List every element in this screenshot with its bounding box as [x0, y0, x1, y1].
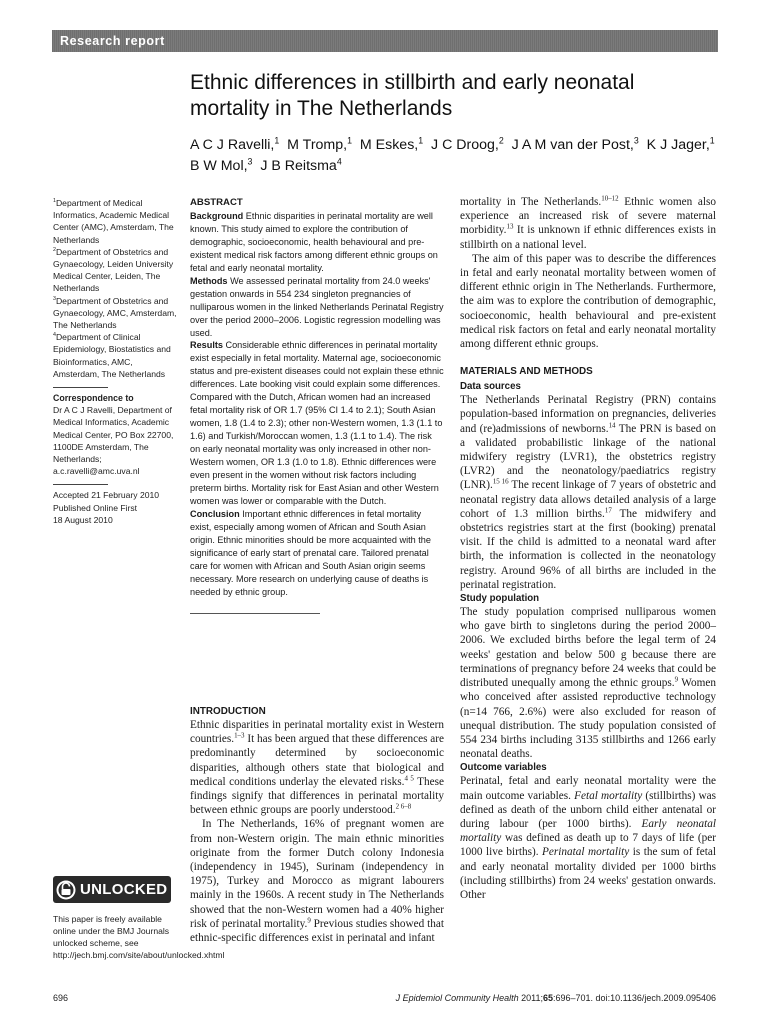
- page-number: 696: [53, 993, 69, 1003]
- subsection-heading: Study population: [460, 593, 540, 605]
- correspondence-heading: Correspondence to: [53, 393, 134, 404]
- abstract: [190, 197, 444, 614]
- author: B W Mol,$^3$: [190, 156, 253, 174]
- affiliation: $^1$Department of Medical Informatics, Academic Medical Center (AMC), Amsterdam, The Netherlands: [53, 198, 174, 245]
- author: J A M van der Post,$^3$: [511, 135, 639, 153]
- right-column: [460, 195, 716, 902]
- abstract-methods: Methods We assessed perinatal mortality from 24.0 weeks' gestation onwards in 554 234 singleton pregnancies of nulliparous women in the linked Netherlands Perinatal Registry over the period 2000–2006. Logistic regression modelling was used.: [190, 275, 444, 338]
- introduction-section: [190, 705, 444, 945]
- section-banner: Research report: [52, 30, 718, 52]
- paragraph: Perinatal, fetal and early neonatal mortality were the main outcome variables. Fetal mortality (stillbirths) was defined as death of the unborn child either antenatal or during labour (per 1000 births). Early neonatal mortality was defined as death up to 7 days of life (per 1000 live births). Perinatal mortality is the sum of fetal and early neonatal mortality divided per 1000 births (including stillbirths) from 24 weeks' gestation onwards. Other: [460, 775, 716, 901]
- sidebar: [53, 197, 178, 526]
- unlocked-note: This paper is freely available online under the BMJ Journals unlocked scheme, see http://jech.bmj.com/site/about/unlocked.xhtml: [53, 914, 225, 960]
- author-list: [190, 135, 718, 177]
- author: A C J Ravelli,$^1$: [190, 135, 280, 153]
- abstract-heading: ABSTRACT: [190, 197, 243, 208]
- author: J C Droog,$^2$: [431, 135, 504, 153]
- divider: [53, 387, 108, 388]
- author: K J Jager,$^1$: [646, 135, 715, 153]
- journal-citation: J Epidemiol Community Health 2011;65:696–701. doi:10.1136/jech.2009.095406: [395, 993, 716, 1003]
- padlock-icon: [56, 880, 76, 900]
- divider: [190, 613, 320, 614]
- article-title: Ethnic differences in stillbirth and early neonatal mortality in The Netherlands: [190, 71, 635, 120]
- paragraph: The Netherlands Perinatal Registry (PRN) contains population-based information on pregnancies, deliveries and (re)admissions of newborns.$^{14}$ The PRN is based on a validated probabilistic linkage of the national midwifery registry (LVR1), the obstetrics registry (LVR2) and the neonatology/paediatrics registry (LNR).$^{15 16}$ The recent linkage of 7 years of obstetric and neonatal registry data allows detailed analysis of a large cohort of 1.3 million births.$^{17}$ The midwifery and obstetrics registries start at the first (booking) prenatal visit. If the child is admitted to a neonatal ward after birth, the information is collected in the neonatology registry. Around 96% of all births are included in the perinatal registration.: [460, 394, 716, 591]
- paragraph: In The Netherlands, 16% of pregnant women are from non-Western origin. The main ethnic minorities originate from the former Dutch colony Indonesia (independency in 1945), Surinam (independency in 1975), Turkey and Morocco as migrant labourers mainly in the 1960s. A recent study in The Netherlands showed that the non-Western women had a 40% higher risk of perinatal mortality.$^9$ Previous studies showed that ethnic-specific differences exist in perinatal and infant: [190, 818, 444, 945]
- author: M Eskes,$^1$: [359, 135, 424, 153]
- paragraph: The aim of this paper was to describe the differences in fetal and early neonatal mortality between women of different ethnic origin in The Netherlands. Furthermore, the aim was to explore the contribution of demographic, socioeconomic, health behavioural and pre-existent medical risk factors on fetal and early neonatal mortality among different ethnic groups.: [460, 252, 716, 351]
- affiliation: $^2$Department of Obstetrics and Gynaecology, Leiden University Medical Center, Leiden, The Netherlands: [53, 246, 174, 294]
- divider: [53, 484, 108, 485]
- section-heading: MATERIALS AND METHODS: [460, 366, 593, 378]
- accepted-date: Accepted 21 February 2010: [53, 490, 160, 501]
- abstract-conclusion: Conclusion Important ethnic differences in fetal mortality exist, especially among women of African and South Asian origin. Ethnic minorities should be more acquainted with the significance of early start of prenatal care. Tailored prenatal care for women with African and South Asian origin seems necessary. More research on underlying cause of deaths is needed by ethnic group.: [190, 508, 431, 597]
- abstract-background: Background Ethnic disparities in perinatal mortality are well known. This study aimed to explore the contribution of demographic, socioeconomic, health behavioural and pre-existent medical risk factors among different ethnic groups on fetal and early neonatal mortality.: [190, 210, 438, 273]
- section-heading: INTRODUCTION: [190, 706, 266, 717]
- abstract-results: Results Considerable ethnic differences in perinatal mortality exist especially in fetal mortality. Maternal age, socioeconomic status and pre-existent diseases could not explain these ethnic differences. Late booking visit could explain some differences. Compared with the Dutch, African women had an increased fetal mortality risk of OR 1.7 (95% CI 1.4 to 2.1); South Asian women, 1.8 (1.4 to 2.3); other non-Western women, 1.3 (1.1 to 1.6) and Turkish/Moroccan women, 1.3 (1.1 to 1.4). The risk on early neonatal mortality was only increased in other non-Western women, OR 1.3 (1.0 to 1.8). Ethnic differences were even present in the women without risk factors including preterm births. Mortality risk for East Asian and other Western women was lower or comparable with the Dutch.: [190, 340, 444, 506]
- published-label: Published Online First: [53, 502, 138, 513]
- unlocked-label: UNLOCKED: [80, 881, 168, 898]
- author: J B Reitsma$^4$: [260, 156, 342, 174]
- correspondence-text: Dr A C J Ravelli, Department of Medical Informatics, Academic Medical Center, PO Box 22700, 1100DE Amsterdam, The Netherlands; a.c.ravelli@amc.uva.nl: [53, 405, 174, 477]
- paragraph: mortality in The Netherlands.$^{10-12}$ Ethnic women also experience an increased risk of severe maternal morbidity.$^{13}$ It is unknown if ethnic differences exists in stillbirth on a national level.: [460, 194, 717, 251]
- paragraph: The study population comprised nulliparous women who gave birth to singletons during the period 2000–2006. We excluded births before the legal term of 24 weeks' gestation and below 500 g because there are terminations of pregnancy before 24 weeks that could be distributed unequally among the ethnic groups.$^9$ Women who conceived after assisted reproductive technology (n=14 766, 2.6%) were also excluded for reason of unequal distribution. The study population consisted of 554 234 births including 3135 stillbirths and 1266 early neonatal deaths.: [460, 606, 716, 761]
- article-dates: [53, 489, 178, 526]
- affiliation: $^3$Department of Obstetrics and Gynaecology, AMC, Amsterdam, The Netherlands: [53, 295, 177, 331]
- published-date: 18 August 2010: [53, 514, 113, 525]
- subsection-heading: Outcome variables: [460, 762, 547, 774]
- author: M Tromp,$^1$: [287, 135, 352, 153]
- unlocked-logo: [53, 876, 171, 903]
- affiliation: $^4$Department of Clinical Epidemiology, Biostatistics and Bioinformatics, AMC, Amsterdam, The Netherlands: [53, 332, 171, 379]
- paragraph: Ethnic disparities in perinatal mortality exist in Western countries.$^{1-3}$ It has been argued that these differences are predominantly determined by socioeconomic disparities, although others state that biological and medical conditions underlay the elevated risks.$^{4 5}$ These findings signify that differences in perinatal mortality between ethnic groups are poorly understood.$^{2 6-8}$: [190, 719, 445, 817]
- subsection-heading: Data sources: [460, 381, 521, 393]
